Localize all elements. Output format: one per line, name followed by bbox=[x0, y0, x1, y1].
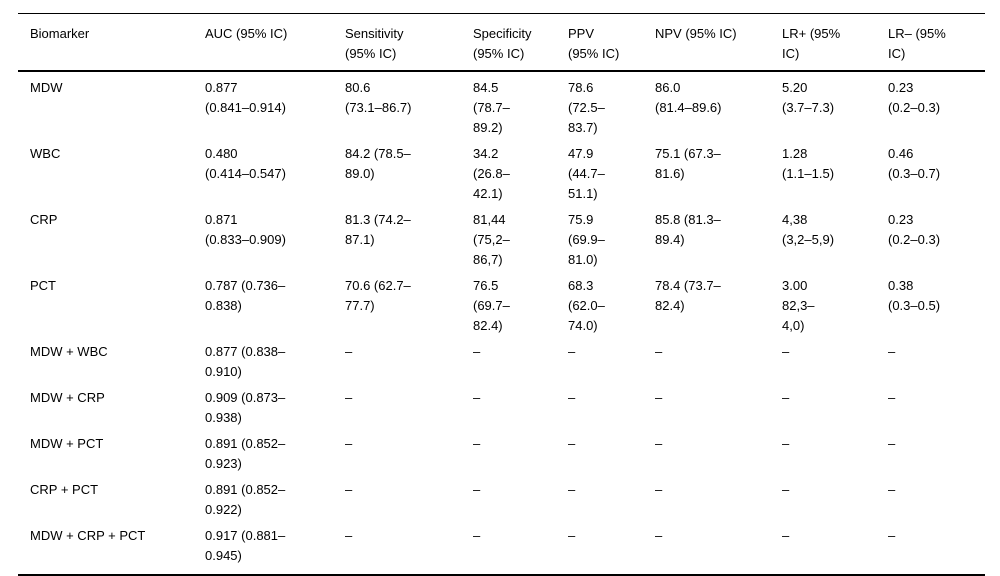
table-cell-specificity: – bbox=[473, 390, 481, 405]
table-cell-npv: – bbox=[655, 482, 663, 497]
table-cell-auc: 0.877 (0.838– 0.910) bbox=[205, 344, 286, 379]
table-cell-lr-plus: – bbox=[782, 390, 790, 405]
table-row-mdw-pct bbox=[18, 428, 985, 474]
table-cell-lr-minus: – bbox=[888, 436, 896, 451]
table-cell-lr-minus: – bbox=[888, 528, 896, 543]
table-cell-lr-plus: 5.20 (3.7–7.3) bbox=[782, 80, 835, 115]
table-cell-auc: 0.787 (0.736– 0.838) bbox=[205, 278, 286, 313]
table-cell-npv: 75.1 (67.3– 81.6) bbox=[655, 146, 721, 181]
table-cell-ppv: 78.6 (72.5– 83.7) bbox=[568, 80, 605, 135]
column-header-npv: NPV (95% IC) bbox=[655, 14, 782, 72]
table-cell-lr-plus: – bbox=[782, 436, 790, 451]
table-row-crp-pct bbox=[18, 474, 985, 520]
table-cell-ppv: – bbox=[568, 482, 576, 497]
table-cell-specificity: – bbox=[473, 528, 481, 543]
table-cell-lr-plus: – bbox=[782, 482, 790, 497]
table-cell-auc: 0.480 (0.414–0.547) bbox=[205, 146, 286, 181]
row-label: MDW + WBC bbox=[30, 344, 108, 359]
table-cell-sensitivity: – bbox=[345, 436, 353, 451]
row-label: MDW + CRP + PCT bbox=[30, 528, 146, 543]
biomarker-performance-table bbox=[18, 13, 985, 576]
table-cell-lr-minus: 0.23 (0.2–0.3) bbox=[888, 212, 941, 247]
table-cell-ppv: 47.9 (44.7– 51.1) bbox=[568, 146, 605, 201]
table-cell-specificity: – bbox=[473, 436, 481, 451]
table-cell-npv: 86.0 (81.4–89.6) bbox=[655, 80, 722, 115]
table-cell-lr-plus: 1.28 (1.1–1.5) bbox=[782, 146, 835, 181]
table-cell-lr-minus: 0.38 (0.3–0.5) bbox=[888, 278, 941, 313]
table-cell-sensitivity: – bbox=[345, 344, 353, 359]
column-header-lr-minus: LR– (95% IC) bbox=[888, 14, 985, 72]
table-cell-auc: 0.891 (0.852– 0.922) bbox=[205, 482, 286, 517]
column-header-sensitivity: Sensitivity (95% IC) bbox=[345, 14, 473, 72]
table-cell-npv: 85.8 (81.3– 89.4) bbox=[655, 212, 721, 247]
table-cell-ppv: – bbox=[568, 436, 576, 451]
row-label: CRP bbox=[30, 212, 58, 227]
column-header-ppv: PPV (95% IC) bbox=[568, 14, 655, 72]
table-cell-auc: 0.909 (0.873– 0.938) bbox=[205, 390, 286, 425]
table-cell-sensitivity: – bbox=[345, 390, 353, 405]
table-cell-lr-plus: – bbox=[782, 344, 790, 359]
table-cell-lr-plus: – bbox=[782, 528, 790, 543]
table-cell-lr-minus: 0.46 (0.3–0.7) bbox=[888, 146, 941, 181]
table-cell-npv: – bbox=[655, 436, 663, 451]
table-cell-lr-minus: – bbox=[888, 390, 896, 405]
table-row-mdw-wbc bbox=[18, 336, 985, 382]
header-row bbox=[18, 14, 985, 72]
table-cell-sensitivity: 70.6 (62.7– 77.7) bbox=[345, 278, 411, 313]
table-row-crp bbox=[18, 204, 985, 270]
table-cell-lr-plus: 4,38 (3,2–5,9) bbox=[782, 212, 835, 247]
table-cell-ppv: – bbox=[568, 344, 576, 359]
table-cell-auc: 0.877 (0.841–0.914) bbox=[205, 80, 286, 115]
table-cell-auc: 0.891 (0.852– 0.923) bbox=[205, 436, 286, 471]
row-label: MDW + CRP bbox=[30, 390, 105, 405]
table-cell-sensitivity: – bbox=[345, 528, 353, 543]
column-header-auc: AUC (95% IC) bbox=[205, 14, 345, 72]
table-header bbox=[18, 14, 985, 72]
table-cell-npv: – bbox=[655, 528, 663, 543]
table-cell-auc: 0.871 (0.833–0.909) bbox=[205, 212, 286, 247]
table-row-mdw bbox=[18, 71, 985, 138]
table-cell-ppv: – bbox=[568, 390, 576, 405]
table-cell-sensitivity: – bbox=[345, 482, 353, 497]
column-header-specificity: Specificity (95% IC) bbox=[473, 14, 568, 72]
row-label: MDW + PCT bbox=[30, 436, 104, 451]
table-cell-ppv: 68.3 (62.0– 74.0) bbox=[568, 278, 605, 333]
table-cell-specificity: 34.2 (26.8– 42.1) bbox=[473, 146, 510, 201]
table-cell-npv: – bbox=[655, 390, 663, 405]
table-row-mdw-crp-pct bbox=[18, 520, 985, 575]
table-row-pct bbox=[18, 270, 985, 336]
table-body bbox=[18, 71, 985, 575]
table-cell-specificity: – bbox=[473, 344, 481, 359]
table-cell-specificity: 76.5 (69.7– 82.4) bbox=[473, 278, 510, 333]
column-header-lr-plus: LR+ (95% IC) bbox=[782, 14, 888, 72]
column-header-biomarker: Biomarker bbox=[18, 14, 205, 72]
table-cell-sensitivity: 80.6 (73.1–86.7) bbox=[345, 80, 412, 115]
table-cell-lr-minus: – bbox=[888, 482, 896, 497]
table-cell-ppv: 75.9 (69.9– 81.0) bbox=[568, 212, 605, 267]
table-cell-sensitivity: 81.3 (74.2– 87.1) bbox=[345, 212, 411, 247]
table-cell-lr-plus: 3.00 82,3– 4,0) bbox=[782, 278, 815, 333]
table-cell-specificity: 84.5 (78.7– 89.2) bbox=[473, 80, 510, 135]
table-row-mdw-crp bbox=[18, 382, 985, 428]
table-cell-specificity: 81,44 (75,2– 86,7) bbox=[473, 212, 510, 267]
table-cell-lr-minus: – bbox=[888, 344, 896, 359]
row-label: MDW bbox=[30, 80, 63, 95]
table-cell-specificity: – bbox=[473, 482, 481, 497]
table-cell-npv: – bbox=[655, 344, 663, 359]
table-cell-sensitivity: 84.2 (78.5– 89.0) bbox=[345, 146, 411, 181]
table-cell-ppv: – bbox=[568, 528, 576, 543]
table-row-wbc bbox=[18, 138, 985, 204]
table-cell-lr-minus: 0.23 (0.2–0.3) bbox=[888, 80, 941, 115]
table-cell-npv: 78.4 (73.7– 82.4) bbox=[655, 278, 721, 313]
row-label: PCT bbox=[30, 278, 56, 293]
row-label: CRP + PCT bbox=[30, 482, 99, 497]
row-label: WBC bbox=[30, 146, 61, 161]
table-cell-auc: 0.917 (0.881– 0.945) bbox=[205, 528, 286, 563]
